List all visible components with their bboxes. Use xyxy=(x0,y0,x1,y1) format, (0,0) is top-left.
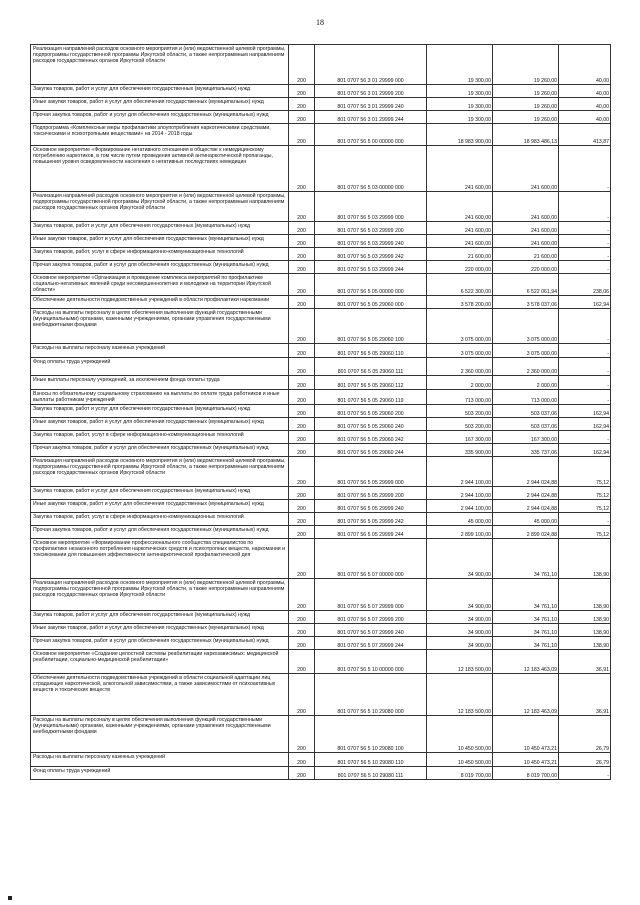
row-description: Фонд оплаты труда учреждений xyxy=(31,767,289,780)
row-plan-amount: 2 944 100,00 xyxy=(427,487,493,500)
row-kbk: 801 0707 56 3 01 29999 200 xyxy=(315,85,427,98)
table-row xyxy=(31,309,611,344)
row-code: 200 xyxy=(289,261,315,274)
row-remainder: 162,94 xyxy=(559,444,611,457)
row-description: Закупка товаров, работ и услуг для обеспечения государственных (муниципальных) нужд xyxy=(31,487,289,500)
row-kbk: 801 0707 56 5 10 29080 110 xyxy=(315,753,427,767)
row-plan-amount: 19 300,00 xyxy=(427,45,493,85)
row-plan-amount: 12 183 500,00 xyxy=(427,650,493,674)
table-row xyxy=(31,248,611,261)
row-kbk: 801 0707 56 5 03 29999 242 xyxy=(315,248,427,261)
row-plan-amount: 19 300,00 xyxy=(427,98,493,111)
row-fact-amount: 45 000,00 xyxy=(493,513,559,526)
row-plan-amount: 19 300,00 xyxy=(427,111,493,124)
row-fact-amount: 34 761,10 xyxy=(493,539,559,579)
row-remainder: - xyxy=(559,235,611,248)
table-row xyxy=(31,296,611,309)
table-row xyxy=(31,376,611,390)
row-fact-amount: 18 983 486,13 xyxy=(493,124,559,146)
table-row xyxy=(31,344,611,358)
row-code: 200 xyxy=(289,674,315,716)
row-kbk: 801 0707 56 5 07 29999 000 xyxy=(315,579,427,611)
table-row xyxy=(31,624,611,637)
table-row xyxy=(31,579,611,611)
table-row xyxy=(31,261,611,274)
row-plan-amount: 167 300,00 xyxy=(427,431,493,444)
row-description: Расходы на выплаты персоналу в целях обеспечения выполнения функций государственными (муниципальными) органами, казенными учреждениями, органами управления государственными внебюджетными фондами xyxy=(31,716,289,753)
row-plan-amount: 2 899 100,00 xyxy=(427,526,493,539)
row-plan-amount: 2 360 000,00 xyxy=(427,358,493,376)
row-description: Закупка товаров, работ, услуг в сфере информационно-коммуникационных технологий xyxy=(31,431,289,444)
table-row xyxy=(31,405,611,418)
row-code: 200 xyxy=(289,418,315,431)
row-code: 200 xyxy=(289,85,315,98)
row-plan-amount: 34 900,00 xyxy=(427,611,493,624)
row-remainder: 162,94 xyxy=(559,296,611,309)
table-row xyxy=(31,674,611,716)
table-row xyxy=(31,539,611,579)
row-remainder: 40,00 xyxy=(559,98,611,111)
row-description: Закупка товаров, работ, услуг в сфере информационно-коммуникационных технологий xyxy=(31,513,289,526)
row-code: 200 xyxy=(289,579,315,611)
table-row xyxy=(31,650,611,674)
row-plan-amount: 713 000,00 xyxy=(427,390,493,405)
row-remainder: - xyxy=(559,344,611,358)
row-kbk: 801 0707 56 5 07 29999 200 xyxy=(315,611,427,624)
row-code: 200 xyxy=(289,457,315,487)
row-code: 200 xyxy=(289,309,315,344)
row-code: 200 xyxy=(289,45,315,85)
row-description: Основное мероприятие «Формирование негативного отношения в обществе к немедицинскому потреблению наркотиков, в том числе путем проведения активной антинаркотической пропаганды, повышения уровня осведомленности населения о негативных последствиях немедицин xyxy=(31,146,289,192)
row-remainder: 75,12 xyxy=(559,526,611,539)
row-code: 200 xyxy=(289,222,315,235)
row-code: 200 xyxy=(289,444,315,457)
row-plan-amount: 3 075 000,00 xyxy=(427,344,493,358)
row-description: Подпрограмма «Комплексные меры профилактики злоупотребления наркотическими средствами, токсическими и психотропными веществами» на 2014 - 2018 годы xyxy=(31,124,289,146)
row-description: Иные закупки товаров, работ и услуг для обеспечения государственных (муниципальных) нужд xyxy=(31,98,289,111)
row-kbk: 801 0707 56 5 05 29060 242 xyxy=(315,431,427,444)
row-code: 200 xyxy=(289,624,315,637)
row-description: Обеспечение деятельности подведомственных учреждений в области профилактики наркомании xyxy=(31,296,289,309)
row-plan-amount: 335 900,00 xyxy=(427,444,493,457)
budget-table-body xyxy=(31,45,611,780)
row-code: 200 xyxy=(289,650,315,674)
table-row xyxy=(31,358,611,376)
row-description: Реализация направлений расходов основного мероприятия и (или) ведомственной целевой программы, подпрограммы государственной программы Иркутской области, а также непрограммным направлениям расходов государственных органов Иркутской области xyxy=(31,192,289,222)
row-fact-amount: 503 037,06 xyxy=(493,418,559,431)
row-kbk: 801 0707 56 5 00 00000 000 xyxy=(315,124,427,146)
row-code: 200 xyxy=(289,274,315,296)
row-kbk: 801 0707 56 5 05 29060 112 xyxy=(315,376,427,390)
row-plan-amount: 6 522 300,00 xyxy=(427,274,493,296)
row-fact-amount: 34 761,10 xyxy=(493,637,559,650)
row-fact-amount: 713 000,00 xyxy=(493,390,559,405)
row-description: Расходы на выплаты персоналу казенных учреждений xyxy=(31,753,289,767)
row-plan-amount: 241 600,00 xyxy=(427,235,493,248)
row-plan-amount: 2 000,00 xyxy=(427,376,493,390)
row-fact-amount: 19 260,00 xyxy=(493,85,559,98)
row-remainder: 40,00 xyxy=(559,111,611,124)
row-remainder: 40,00 xyxy=(559,85,611,98)
row-fact-amount: 241 600,00 xyxy=(493,192,559,222)
row-plan-amount: 12 183 500,00 xyxy=(427,674,493,716)
row-fact-amount: 2 899 024,88 xyxy=(493,526,559,539)
row-description: Закупка товаров, работ и услуг для обеспечения государственных (муниципальных) нужд xyxy=(31,405,289,418)
table-row xyxy=(31,431,611,444)
table-row xyxy=(31,637,611,650)
row-code: 200 xyxy=(289,767,315,780)
row-fact-amount: 34 761,10 xyxy=(493,579,559,611)
row-remainder: 75,12 xyxy=(559,457,611,487)
row-kbk: 801 0707 56 5 05 29999 242 xyxy=(315,513,427,526)
row-kbk: 801 0707 56 5 05 29999 240 xyxy=(315,500,427,513)
row-kbk: 801 0707 56 5 05 29060 100 xyxy=(315,309,427,344)
row-code: 200 xyxy=(289,500,315,513)
row-remainder: 138,90 xyxy=(559,611,611,624)
row-code: 200 xyxy=(289,637,315,650)
row-kbk: 801 0707 56 5 05 29999 000 xyxy=(315,457,427,487)
row-remainder: 138,90 xyxy=(559,637,611,650)
table-row xyxy=(31,500,611,513)
row-remainder: - xyxy=(559,309,611,344)
row-fact-amount: 2 944 024,88 xyxy=(493,500,559,513)
row-fact-amount: 167 300,00 xyxy=(493,431,559,444)
row-plan-amount: 503 200,00 xyxy=(427,405,493,418)
row-plan-amount: 34 900,00 xyxy=(427,539,493,579)
row-description: Закупка товаров, работ и услуг для обеспечения государственных (муниципальных) нужд xyxy=(31,222,289,235)
row-code: 200 xyxy=(289,405,315,418)
row-fact-amount: 12 183 463,09 xyxy=(493,674,559,716)
row-description: Основное мероприятие «Создание целостной системы реабилитации наркозависимых: медицинской реабилитации, социально-медицинской реабилитации» xyxy=(31,650,289,674)
row-description: Обеспечение деятельности подведомственных учреждений в области социальной адаптации лиц страдающих наркотической, алкогольной зависимостями, а также зависимостями от психоактивных веществ и токсических веществ xyxy=(31,674,289,716)
table-row xyxy=(31,98,611,111)
row-code: 200 xyxy=(289,344,315,358)
row-remainder: 40,00 xyxy=(559,45,611,85)
row-remainder: 138,90 xyxy=(559,624,611,637)
row-code: 200 xyxy=(289,513,315,526)
row-kbk: 801 0707 56 5 10 29080 000 xyxy=(315,674,427,716)
row-remainder: - xyxy=(559,261,611,274)
table-row xyxy=(31,85,611,98)
row-fact-amount: 2 944 024,88 xyxy=(493,457,559,487)
row-remainder: 138,90 xyxy=(559,539,611,579)
row-description: Основное мероприятие «Организация и проведение комплекса мероприятий по профилактике социально-негативных явлений среди несовершеннолетних и молодежи на территории Иркутской области» xyxy=(31,274,289,296)
row-fact-amount: 241 600,00 xyxy=(493,222,559,235)
row-kbk: 801 0707 56 5 05 29999 244 xyxy=(315,526,427,539)
row-fact-amount: 241 600,00 xyxy=(493,235,559,248)
row-description: Реализация направлений расходов основного мероприятия и (или) ведомственной целевой программы, подпрограммы государственной программы Иркутской области, а также непрограммным направлениям расходов государственных органов Иркутской области xyxy=(31,45,289,85)
row-fact-amount: 6 522 061,94 xyxy=(493,274,559,296)
row-plan-amount: 220 000,00 xyxy=(427,261,493,274)
table-row xyxy=(31,235,611,248)
row-description: Закупка товаров, работ и услуг для обеспечения государственных (муниципальных) нужд xyxy=(31,85,289,98)
row-plan-amount: 10 450 500,00 xyxy=(427,716,493,753)
row-fact-amount: 19 260,00 xyxy=(493,45,559,85)
row-plan-amount: 21 600,00 xyxy=(427,248,493,261)
row-code: 200 xyxy=(289,358,315,376)
row-kbk: 801 0707 56 5 03 29999 000 xyxy=(315,192,427,222)
row-code: 200 xyxy=(289,526,315,539)
row-kbk: 801 0707 56 5 05 29060 110 xyxy=(315,344,427,358)
row-plan-amount: 34 900,00 xyxy=(427,624,493,637)
row-remainder: - xyxy=(559,192,611,222)
row-fact-amount: 2 000,00 xyxy=(493,376,559,390)
row-kbk: 801 0707 56 5 07 29999 240 xyxy=(315,624,427,637)
row-remainder: 162,94 xyxy=(559,418,611,431)
row-fact-amount: 3 075 000,00 xyxy=(493,309,559,344)
row-kbk: 801 0707 56 5 05 29060 111 xyxy=(315,358,427,376)
row-kbk: 801 0707 56 3 01 29999 000 xyxy=(315,45,427,85)
row-kbk: 801 0707 56 5 03 29999 240 xyxy=(315,235,427,248)
row-plan-amount: 241 600,00 xyxy=(427,222,493,235)
row-plan-amount: 241 600,00 xyxy=(427,146,493,192)
row-description: Расходы на выплаты персоналу казенных учреждений xyxy=(31,344,289,358)
row-description: Прочая закупка товаров, работ и услуг для обеспечения государственных (муниципальных) нужд xyxy=(31,526,289,539)
row-plan-amount: 2 944 100,00 xyxy=(427,457,493,487)
table-row xyxy=(31,513,611,526)
row-remainder: 162,94 xyxy=(559,405,611,418)
row-description: Иные закупки товаров, работ и услуг для обеспечения государственных (муниципальных) нужд xyxy=(31,624,289,637)
table-row xyxy=(31,274,611,296)
row-code: 200 xyxy=(289,111,315,124)
row-description: Основное мероприятие «Формирование профессионального сообщества специалистов по профилактике незаконного потребления наркотических средств и психотропных веществ, наркомании и токсикомании для повышения эффективности антинаркотической профилактической дея xyxy=(31,539,289,579)
row-fact-amount: 2 944 024,88 xyxy=(493,487,559,500)
row-kbk: 801 0707 56 5 05 29060 240 xyxy=(315,418,427,431)
row-code: 200 xyxy=(289,611,315,624)
row-kbk: 801 0707 56 5 03 00000 000 xyxy=(315,146,427,192)
row-fact-amount: 10 450 473,21 xyxy=(493,716,559,753)
row-fact-amount: 8 019 700,00 xyxy=(493,767,559,780)
row-fact-amount: 241 600,00 xyxy=(493,146,559,192)
row-code: 200 xyxy=(289,376,315,390)
row-plan-amount: 241 600,00 xyxy=(427,192,493,222)
row-code: 200 xyxy=(289,431,315,444)
table-row xyxy=(31,390,611,405)
row-kbk: 801 0707 56 3 01 29999 240 xyxy=(315,98,427,111)
row-description: Закупка товаров, работ, услуг в сфере информационно-коммуникационных технологий xyxy=(31,248,289,261)
row-remainder: 36,91 xyxy=(559,674,611,716)
row-remainder: - xyxy=(559,358,611,376)
row-description: Иные закупки товаров, работ и услуг для обеспечения государственных (муниципальных) нужд xyxy=(31,235,289,248)
row-description: Взносы по обязательному социальному страхованию на выплаты по оплате труда работников и иные выплаты работникам учреждений xyxy=(31,390,289,405)
table-row xyxy=(31,45,611,85)
row-plan-amount: 34 900,00 xyxy=(427,579,493,611)
row-description: Расходы на выплаты персоналу в целях обеспечения выполнения функций государственными (муниципальными) органами, казенными учреждениями, органами управления государственными внебюджетными фондами xyxy=(31,309,289,344)
table-row xyxy=(31,611,611,624)
row-fact-amount: 335 737,06 xyxy=(493,444,559,457)
row-remainder: 75,12 xyxy=(559,500,611,513)
row-fact-amount: 3 075 000,00 xyxy=(493,344,559,358)
table-row xyxy=(31,146,611,192)
row-kbk: 801 0707 56 3 01 29999 244 xyxy=(315,111,427,124)
row-description: Иные закупки товаров, работ и услуг для обеспечения государственных (муниципальных) нужд xyxy=(31,500,289,513)
row-kbk: 801 0707 56 5 05 29999 200 xyxy=(315,487,427,500)
row-kbk: 801 0707 56 5 05 29060 244 xyxy=(315,444,427,457)
row-kbk: 801 0707 56 5 07 29999 244 xyxy=(315,637,427,650)
table-row xyxy=(31,753,611,767)
row-code: 200 xyxy=(289,296,315,309)
budget-table xyxy=(30,44,611,780)
row-plan-amount: 2 944 100,00 xyxy=(427,500,493,513)
row-remainder: - xyxy=(559,248,611,261)
row-description: Прочая закупка товаров, работ и услуг для обеспечения государственных (муниципальных) нужд xyxy=(31,637,289,650)
row-code: 200 xyxy=(289,539,315,579)
row-kbk: 801 0707 56 5 10 29080 100 xyxy=(315,716,427,753)
table-row xyxy=(31,487,611,500)
table-row xyxy=(31,111,611,124)
row-remainder: - xyxy=(559,146,611,192)
table-row xyxy=(31,222,611,235)
row-plan-amount: 10 450 500,00 xyxy=(427,753,493,767)
row-fact-amount: 503 037,06 xyxy=(493,405,559,418)
row-kbk: 801 0707 56 5 05 29060 119 xyxy=(315,390,427,405)
row-kbk: 801 0707 56 5 05 00000 000 xyxy=(315,274,427,296)
row-remainder: - xyxy=(559,376,611,390)
row-remainder: - xyxy=(559,222,611,235)
row-fact-amount: 34 761,10 xyxy=(493,611,559,624)
row-code: 200 xyxy=(289,248,315,261)
row-plan-amount: 8 019 700,00 xyxy=(427,767,493,780)
row-description: Фонд оплаты труда учреждений xyxy=(31,358,289,376)
table-row xyxy=(31,444,611,457)
row-description: Реализация направлений расходов основного мероприятия и (или) ведомственной целевой программы, подпрограммы государственной программы Иркутской области, а также непрограммным направлениям расходов государственных органов Иркутской области xyxy=(31,457,289,487)
row-remainder: 26,79 xyxy=(559,716,611,753)
row-fact-amount: 19 260,00 xyxy=(493,111,559,124)
row-code: 200 xyxy=(289,124,315,146)
row-remainder: 26,79 xyxy=(559,753,611,767)
page-number: 18 xyxy=(316,18,324,27)
row-kbk: 801 0707 56 5 10 29080 111 xyxy=(315,767,427,780)
row-code: 200 xyxy=(289,146,315,192)
row-kbk: 801 0707 56 5 03 29999 244 xyxy=(315,261,427,274)
row-code: 200 xyxy=(289,716,315,753)
table-row xyxy=(31,457,611,487)
row-plan-amount: 3 075 000,00 xyxy=(427,309,493,344)
row-fact-amount: 12 183 463,09 xyxy=(493,650,559,674)
row-remainder: 413,87 xyxy=(559,124,611,146)
row-description: Прочая закупка товаров, работ и услуг для обеспечения государственных (муниципальных) нужд xyxy=(31,444,289,457)
row-remainder: - xyxy=(559,767,611,780)
row-remainder: 75,12 xyxy=(559,487,611,500)
scan-mark xyxy=(8,896,12,900)
row-code: 200 xyxy=(289,390,315,405)
row-remainder: - xyxy=(559,431,611,444)
row-description: Иные закупки товаров, работ и услуг для обеспечения государственных (муниципальных) нужд xyxy=(31,418,289,431)
row-plan-amount: 503 200,00 xyxy=(427,418,493,431)
row-description: Прочая закупка товаров, работ и услуг для обеспечения государственных (муниципальных) нужд xyxy=(31,261,289,274)
table-row xyxy=(31,124,611,146)
row-plan-amount: 18 983 900,00 xyxy=(427,124,493,146)
row-fact-amount: 2 360 000,00 xyxy=(493,358,559,376)
table-row xyxy=(31,192,611,222)
row-remainder: - xyxy=(559,390,611,405)
row-code: 200 xyxy=(289,98,315,111)
row-kbk: 801 0707 56 5 10 00000 000 xyxy=(315,650,427,674)
row-kbk: 801 0707 56 5 05 29060 000 xyxy=(315,296,427,309)
row-kbk: 801 0707 56 5 07 00000 000 xyxy=(315,539,427,579)
row-remainder: 138,90 xyxy=(559,579,611,611)
row-description: Реализация направлений расходов основного мероприятия и (или) ведомственной целевой программы, подпрограммы государственной программы Иркутской области, а также непрограммным направлениям расходов государственных органов Иркутской области xyxy=(31,579,289,611)
row-description: Прочая закупка товаров, работ и услуг для обеспечения государственных (муниципальных) нужд xyxy=(31,111,289,124)
row-plan-amount: 3 578 200,00 xyxy=(427,296,493,309)
row-fact-amount: 19 260,00 xyxy=(493,98,559,111)
row-plan-amount: 34 900,00 xyxy=(427,637,493,650)
row-description: Иные выплаты персоналу учреждений, за исключением фонда оплаты труда xyxy=(31,376,289,390)
table-row xyxy=(31,418,611,431)
table-row xyxy=(31,526,611,539)
row-code: 200 xyxy=(289,192,315,222)
row-remainder: - xyxy=(559,513,611,526)
row-fact-amount: 3 578 037,06 xyxy=(493,296,559,309)
row-kbk: 801 0707 56 5 05 29060 200 xyxy=(315,405,427,418)
table-row xyxy=(31,767,611,780)
table-row xyxy=(31,716,611,753)
row-description: Закупка товаров, работ и услуг для обеспечения государственных (муниципальных) нужд xyxy=(31,611,289,624)
row-plan-amount: 19 300,00 xyxy=(427,85,493,98)
row-fact-amount: 220 000,00 xyxy=(493,261,559,274)
row-code: 200 xyxy=(289,235,315,248)
row-plan-amount: 45 000,00 xyxy=(427,513,493,526)
row-code: 200 xyxy=(289,487,315,500)
row-kbk: 801 0707 56 5 03 29999 200 xyxy=(315,222,427,235)
row-remainder: 238,06 xyxy=(559,274,611,296)
row-remainder: 36,91 xyxy=(559,650,611,674)
row-fact-amount: 34 761,10 xyxy=(493,624,559,637)
row-fact-amount: 10 450 473,21 xyxy=(493,753,559,767)
row-fact-amount: 21 600,00 xyxy=(493,248,559,261)
row-code: 200 xyxy=(289,753,315,767)
